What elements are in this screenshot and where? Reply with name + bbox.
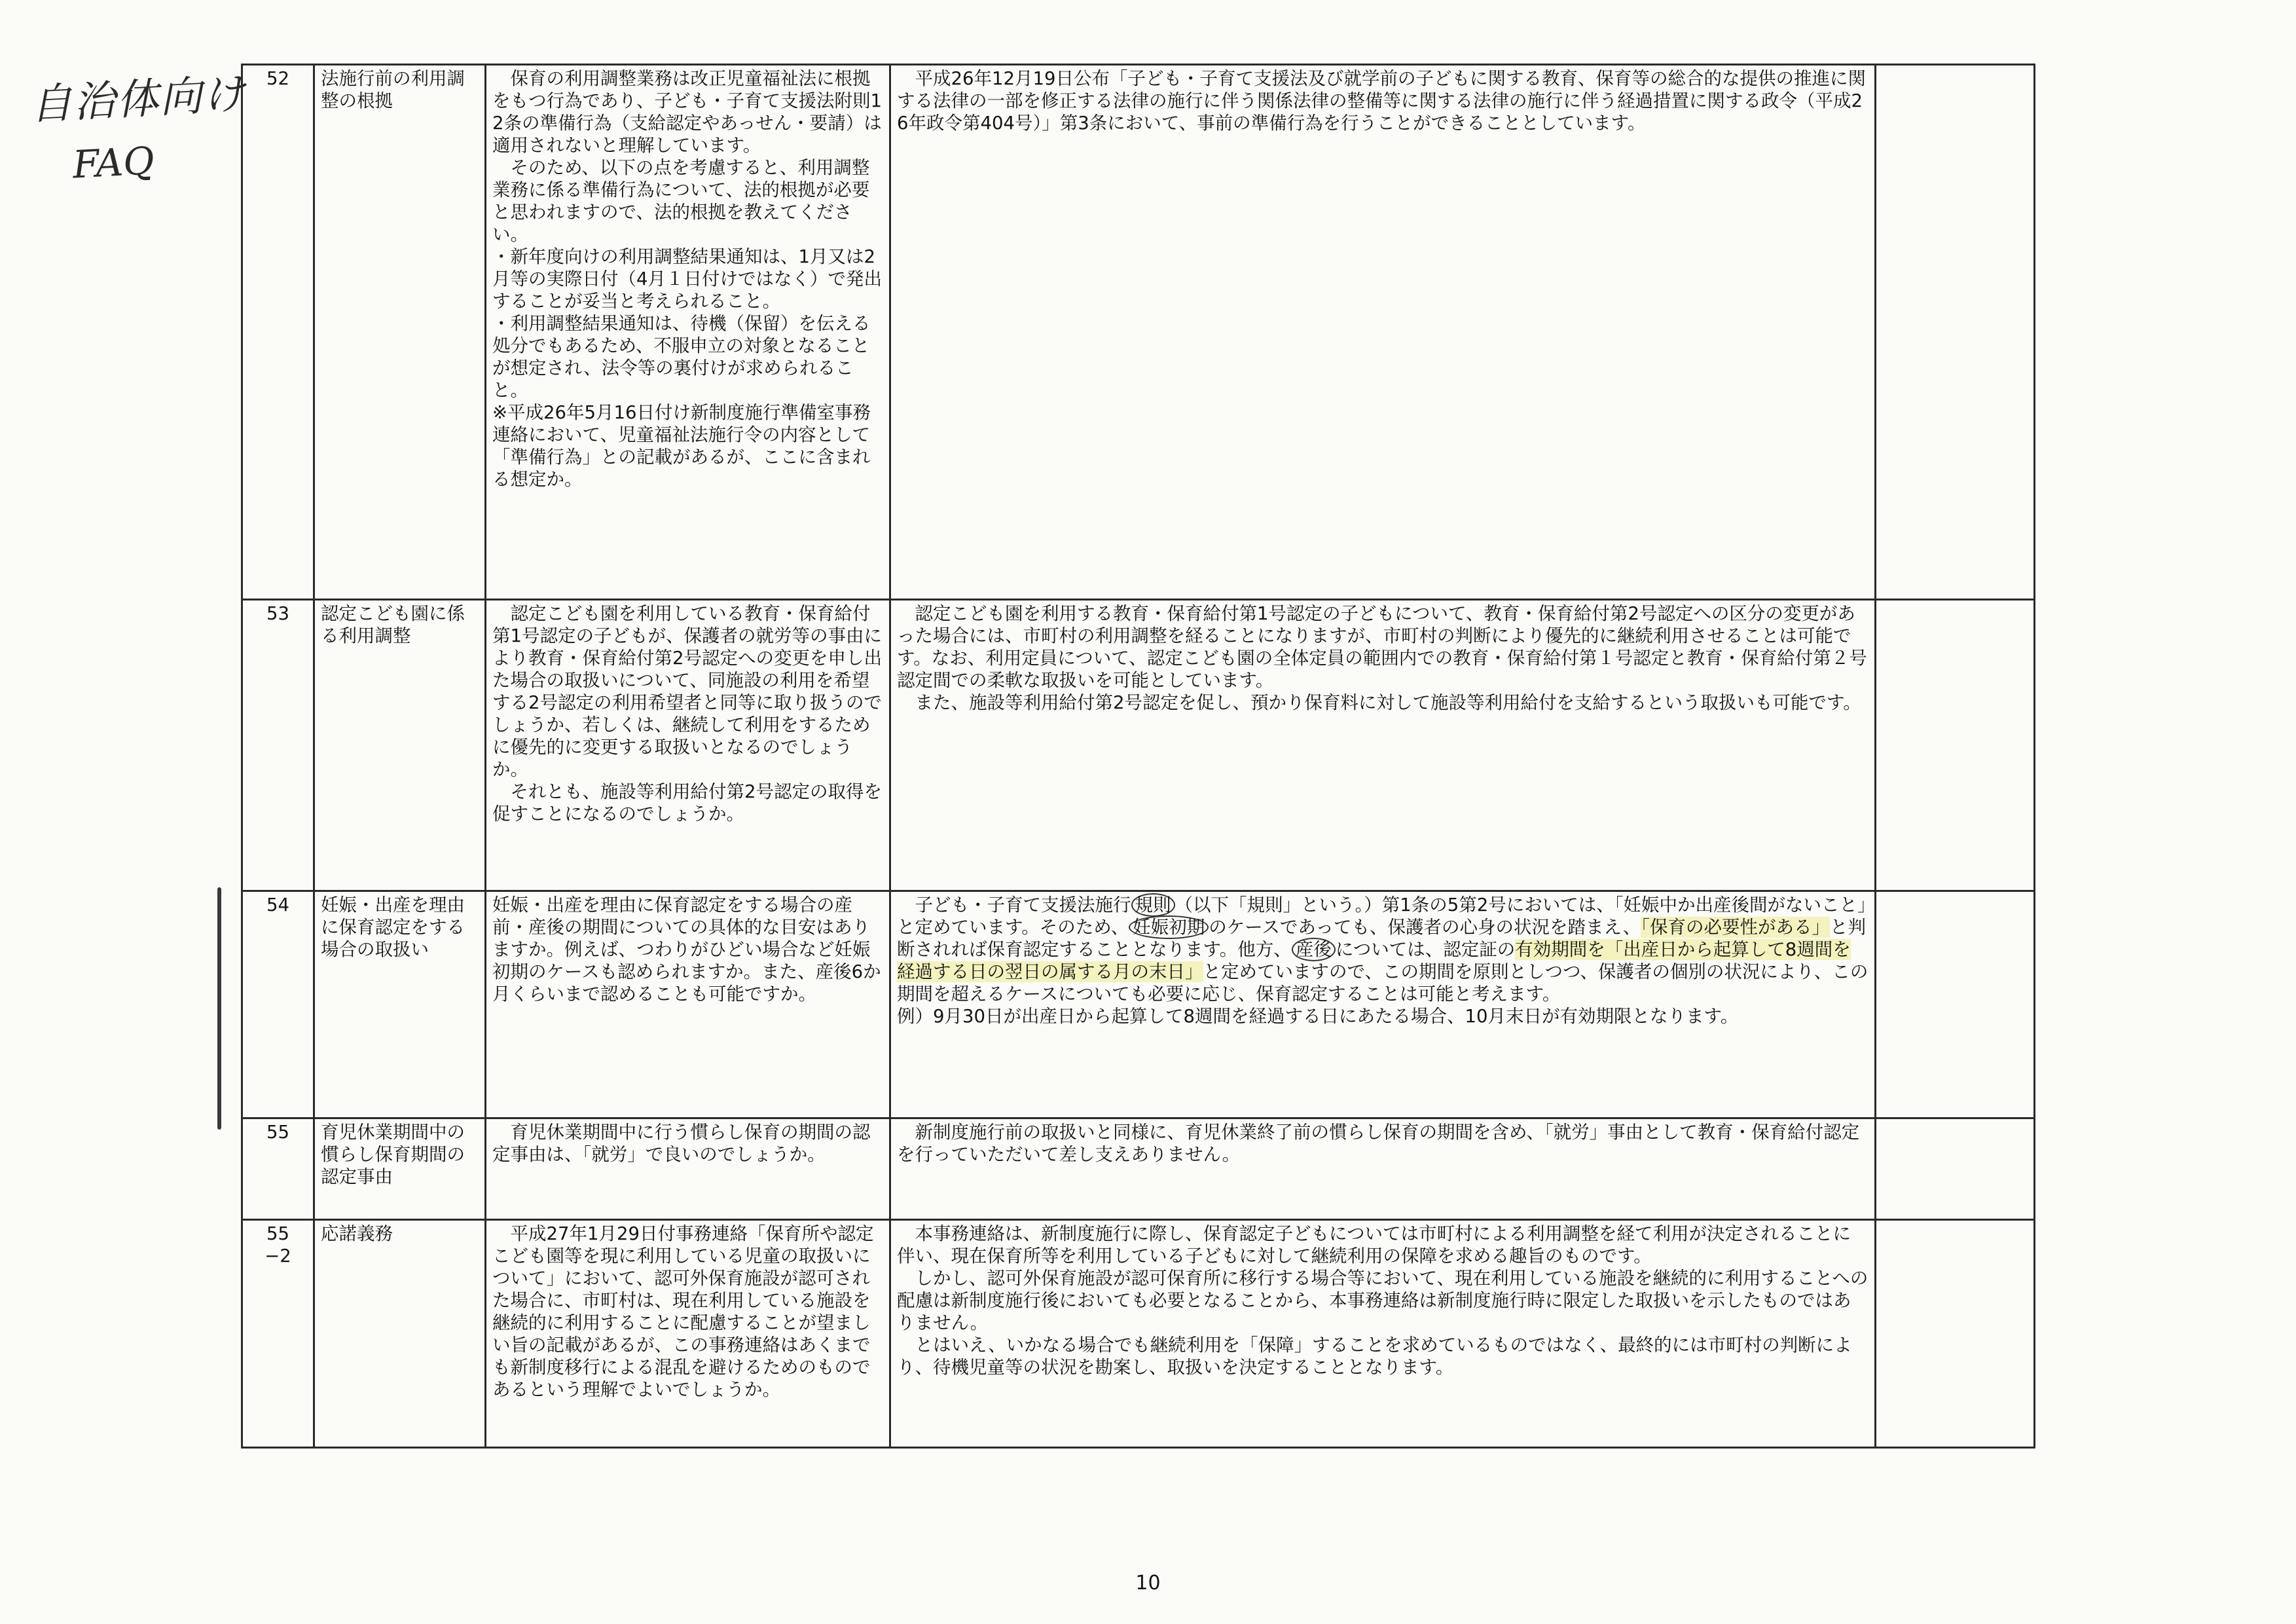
table-row [242,600,2035,891]
answer-paragraph: また、施設等利用給付第2号認定を促し、預かり保育料に対して施設等利用給付を支給するという取扱いも可能です。 [915,692,1861,713]
handwritten-note-line2: FAQ [71,138,156,187]
answer-paragraph: 新制度施行前の取扱いと同様に、育児休業終了前の慣らし保育の期間を含め、「就労」事由として教育・保育給付認定を行っていただいて差し支えありません。 [897,1122,1860,1165]
row-topic: 応諾義務 [314,1220,486,1448]
row-topic: 妊娠・出産を理由に保育認定をする場合の取扱い [314,891,486,1118]
question-paragraph: 育児休業期間中に行う慣らし保育の期間の認定事由は、「就労」で良いのでしょうか。 [492,1122,871,1165]
row-answer [890,600,1876,891]
table-row [242,1118,2035,1220]
answer-paragraph [897,894,1868,1005]
row-answer [890,1118,1876,1220]
answer-paragraph: しかし、認可外保育施設が認可保育所に移行する場合等において、現在利用している施設を継続的に利用することへの配慮は新制度施行後においても必要となることから、本事務連絡は新制度施行時に限定した取扱いを示したものではありません。 [897,1268,1868,1333]
question-paragraph: 平成27年1月29日付事務連絡「保育所や認定こども園等を現に利用している児童の取扱いについて」において、認可外保育施設が認可された場合に、市町村は、現在利用している施設を継続的に利用することに配慮することが望ましい旨の記載があるが、この事務連絡はあくまでも新制度移行による混乱を避けるためのものであるという理解でよいでしょうか。 [492,1223,874,1400]
row-remarks [1876,1220,2035,1448]
row-answer [890,891,1876,1118]
row-question [486,600,890,891]
circled-term: 妊娠初期 [1129,915,1209,939]
row-remarks [1876,65,2035,600]
question-bullet: ・新年度向けの利用調整結果通知は、1月又は2月等の実際日付（4月１日付けではなく）で発出することが妥当と考えられること。 [492,246,882,312]
row-remarks [1876,1118,2035,1220]
row-number: 54 [242,891,314,1118]
answer-text: については、認定証の [1335,939,1516,960]
row-remarks [1876,600,2035,891]
row-question [486,891,890,1118]
row-question [486,1220,890,1448]
question-paragraph: そのため、以下の点を考慮すると、利用調整業務に係る準備行為について、法的根拠が必要と思われますので、法的根拠を教えてください。 [492,157,870,245]
circled-term: 規則 [1131,893,1175,917]
row-number: 55 [242,1118,314,1220]
question-paragraph: 妊娠・出産を理由に保育認定をする場合の産前・産後の期間についての具体的な目安はありますか。例えば、つわりがひどい場合など妊娠初期のケースも認められますか。また、産後6か月くらいまで認めることも可能ですか。 [492,895,881,1005]
page-number: 10 [1135,1572,1161,1595]
row-number: 52 [242,65,314,600]
answer-text: （以下「規則」という。）第1条の5第2号においては、「妊娠中か出産後間がないこと」と定めています。そのため、 [897,895,1867,938]
row-topic: 法施行前の利用調整の根拠 [314,65,486,600]
answer-paragraph: 認定こども園を利用する教育・保育給付第1号認定の子どもについて、教育・保育給付第2号認定への区分の変更があった場合には、市町村の利用調整を経ることになりますが、市町村の判断により優先的に継続利用させることは可能です。なお、利用定員について、認定こども園の全体定員の範囲内での教育・保育給付第１号認定と教育・保育給付第２号認定間での柔軟な取扱いを可能としています。 [897,603,1867,691]
answer-text: 子ども・子育て支援法施行 [915,895,1131,915]
row-remarks [1876,891,2035,1118]
answer-text: のケースであっても、保護者の心身の状況を踏まえ、 [1209,917,1641,938]
row-question [486,1118,890,1220]
table-row [242,1220,2035,1448]
row-topic: 認定こども園に係る利用調整 [314,600,486,891]
row-number: 55 −2 [242,1220,314,1448]
question-bullet: ・利用調整結果通知は、待機（保留）を伝える処分でもあるため、不服申立の対象となることが想定され、法令等の裏付けが求められること。 [492,313,871,401]
answer-paragraph: 平成26年12月19日公布「子ども・子育て支援法及び就学前の子どもに関する教育、保育等の総合的な提供の推進に関する法律の一部を修正する法律の施行に伴う関係法律の整備等に関する法律の施行に伴う経過措置に関する政令（平成26年政令第404号）」第3条において、事前の準備行為を行うことができることとしています。 [897,68,1866,134]
table-row [242,891,2035,1118]
question-paragraph: 認定こども園を利用している教育・保育給付第1号認定の子どもが、保護者の就労等の事由により教育・保育給付第2号認定への変更を申し出た場合の取扱いについて、同施設の利用を希望する2号認定の利用希望者と同等に取り扱うのでしょうか、若しくは、継続して利用をするために優先的に変更する取扱いとなるのでしょうか。 [492,603,882,780]
highlighted-text: 「保育の必要性がある」 [1641,917,1830,938]
table-row [242,65,2035,600]
row-answer [890,65,1876,600]
row-question [486,65,890,600]
question-paragraph: それとも、施設等利用給付第2号認定の取得を促すことになるのでしょうか。 [492,781,882,824]
row-answer [890,1220,1876,1448]
faq-table [241,64,2035,1449]
answer-paragraph: 本事務連絡は、新制度施行に際し、保育認定子どもについては市町村による利用調整を経て利用が決定されることに伴い、現在保育所等を利用している子どもに対して継続利用の保障を求める趣旨のものです。 [897,1223,1851,1266]
question-note: ※平成26年5月16日付け新制度施行準備室事務連絡において、児童福祉法施行令の内容として「準備行為」との記載があるが、ここに含まれる想定か。 [492,402,871,490]
circled-term: 産後 [1292,938,1336,961]
margin-pen-mark [217,887,221,1130]
row-topic: 育児休業期間中の慣らし保育期間の認定事由 [314,1118,486,1220]
row-number: 53 [242,600,314,891]
handwritten-note-line1: 自治体向け [29,69,247,130]
answer-paragraph: とはいえ、いかなる場合でも継続利用を「保障」することを求めているものではなく、最終的には市町村の判断により、待機児童等の状況を勘案し、取扱いを決定することとなります。 [897,1335,1852,1378]
answer-text: と定めていますので、この期間を原則としつつ、保護者の個別の状況により、この期間を超えるケースについても必要に応じ、保育認定することは可能と考えます。 [897,961,1868,1005]
answer-text: と判断されれば保育認定することとなります。他方、 [897,917,1866,960]
question-paragraph: 保育の利用調整業務は改正児童福祉法に根拠をもつ行為であり、子ども・子育て支援法附則12条の準備行為（支給認定やあっせん・要請）は適用されないと理解しています。 [492,68,882,156]
answer-example: 例）9月30日が出産日から起算して8週間を経過する日にあたる場合、10月末日が有効期限となります。 [897,1006,1739,1027]
highlighted-text: 有効期間を「出産日から起算して8週間を経過する日の翌日の属する月の末日」 [897,939,1851,982]
handwritten-note [29,60,257,189]
